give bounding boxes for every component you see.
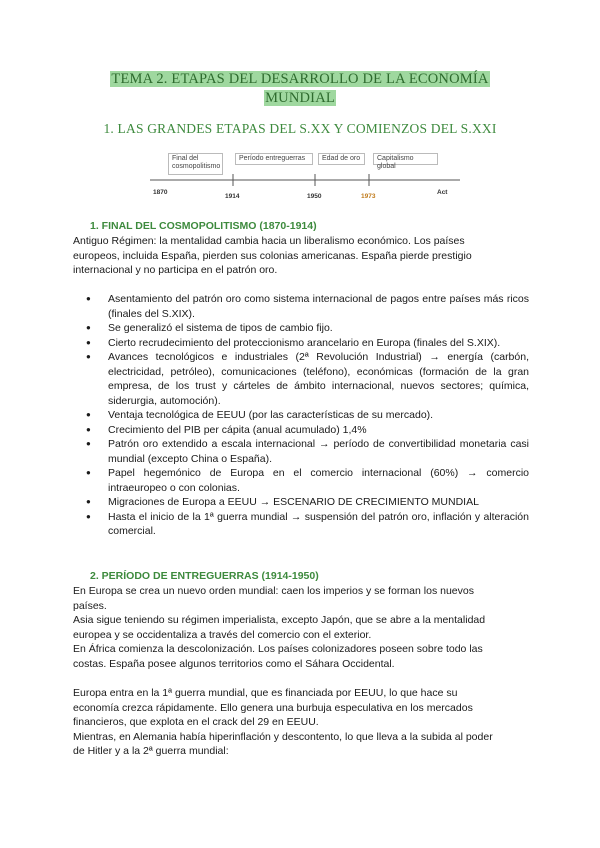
text-line: Mientras, en Alemania había hiperinflación y descontento, lo que lleva a la subida al poder [73,730,493,743]
year-actual: Act [437,189,448,196]
text-line: Antiguo Régimen: la mentalidad cambia hacia un liberalismo económico. Los países [73,235,465,247]
text-line: de Hitler y a la 2ª guerra mundial: [73,745,229,757]
list-item: ● Papel hegemónico de Europa en el comercio internacional (60%) → comercio intraeuropeo o con colonias. [73,466,529,495]
period-edad-de-oro: Edad de oro [318,153,365,165]
timeline-diagram [140,150,470,205]
title-line-2: MUNDIAL [265,90,335,106]
text-line: europeos, incluida España, pierden sus colonias americanas. España pierde prestigio [73,249,472,262]
list-item: ● Cierto recrudecimiento del proteccionismo arancelario en Europa (finales del S.XIX). [73,336,529,351]
list-item: ● Asentamiento del patrón oro como sistema internacional de pagos entre países más ricos (finales del S.XIX). [73,292,529,321]
year-1870: 1870 [153,189,168,196]
text-line: economía crezca rápidamente. Ello genera una burbuja especulativa en los mercados [73,701,473,714]
list-item: ● Se generalizó el sistema de tipos de cambio fijo. [73,321,529,336]
list-item: ● Ventaja tecnológica de EEUU (por las características de su mercado). [73,408,529,423]
list-item: ● Migraciones de Europa a EEUU → ESCENARIO DE CRECIMIENTO MUNDIAL [73,495,529,510]
text-line: internacional y no participa en el patrón oro. [73,264,278,276]
section-heading: 1. LAS GRANDES ETAPAS DEL S.XX Y COMIENZOS DEL S.XXI [103,121,497,136]
list-item: ● Crecimiento del PIB per cápita (anual acumulado) 1,4% [73,423,529,438]
list-item: ● Patrón oro extendido a escala internacional → período de convertibilidad monetaria casi mundial (excepto China o España). [73,437,529,466]
text-line: países. [73,599,107,612]
cosmopolitismo-bullet-list [73,292,529,539]
text-line: costas. España posee algunos territorios como el Sáhara Occidental. [73,657,395,670]
year-1914: 1914 [225,193,240,200]
text-line: En África comienza la descolonización. Los países colonizadores poseen sobre todo las [73,643,483,655]
entreguerras-paragraph-1 [73,584,529,671]
text-line: En Europa se crea un nuevo orden mundial: caen los imperios y se forman los nuevos [73,585,474,597]
title-line-1: TEMA 2. ETAPAS DEL DESARROLLO DE LA ECONOMÍA [111,71,489,87]
list-item: ● Hasta el inicio de la 1ª guerra mundial → suspensión del patrón oro, inflación y alteración comercial. [73,510,529,539]
period-entreguerras: Período entreguerras [235,153,313,165]
list-item: ● Avances tecnológicos e industriales (2ª Revolución Industrial) → energía (carbón, electricidad, petróleo), comunicaciones (teléfono), económicas (formación de la gran empresa, de los trust y cárteles de ámbito internacional, nuevos sectores; química, siderurgia, automoción). [73,350,529,408]
text-line: Asia sigue teniendo su régimen imperialista, excepto Japón, que se abre a la mentalidad [73,614,486,626]
period-capitalismo-global: Capitalismo global [373,153,438,165]
text-line: europea y se occidentaliza a través del comercio con el exterior. [73,628,372,641]
subsection-heading-entreguerras: 2. PERÍODO DE ENTREGUERRAS (1914-1950) [90,570,319,582]
page-title [0,70,600,108]
entreguerras-paragraph-2 [73,686,529,759]
text-line: financieros, que explota en el crack del 29 en EEUU. [73,716,319,728]
period-cosmopolitismo: Final del cosmopolitismo [168,153,223,175]
year-1973: 1973 [361,193,376,200]
year-1950: 1950 [307,193,322,200]
cosmopolitismo-intro [73,234,529,278]
subsection-heading-cosmopolitismo: 1. FINAL DEL COSMOPOLITISMO (1870-1914) [90,220,317,232]
text-line: Europa entra en la 1ª guerra mundial, que es financiada por EEUU, lo que hace su [73,687,458,699]
